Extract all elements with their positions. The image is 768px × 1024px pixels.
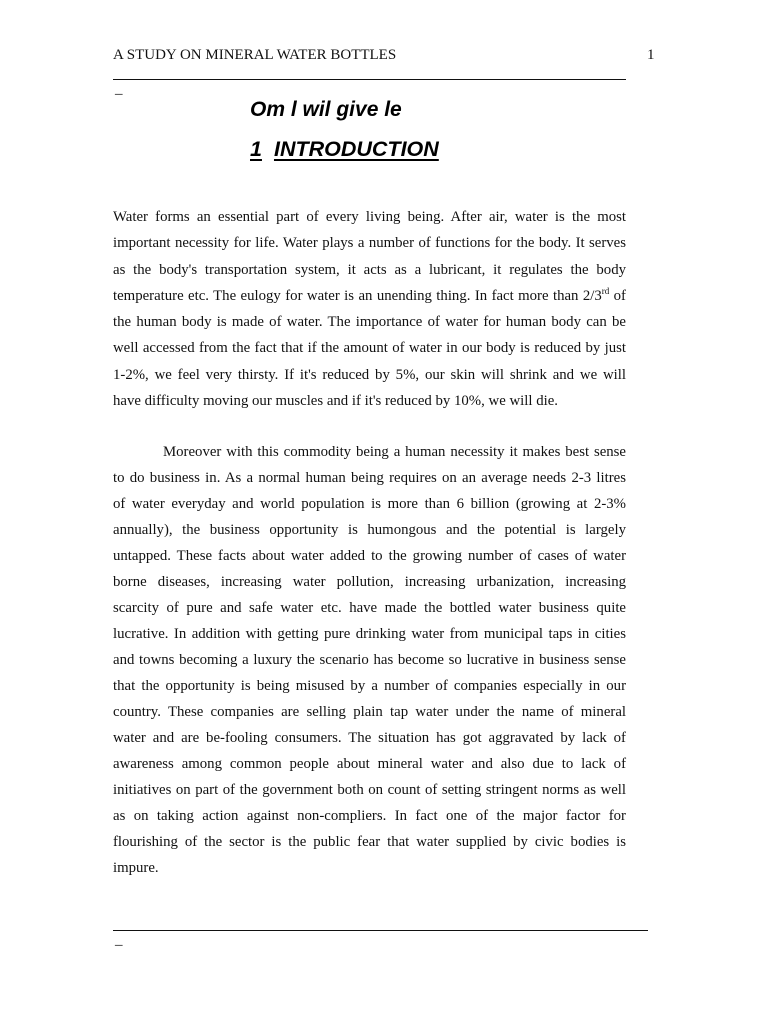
body-line: awareness among common people about mineral water and also due to lack of xyxy=(113,756,626,772)
chapter-heading xyxy=(250,137,439,161)
running-header-title: A STUDY ON MINERAL WATER BOTTLES xyxy=(113,47,397,63)
body-line: country. These companies are selling plain tap water under the name of mineral xyxy=(113,704,626,720)
body-line: borne diseases, increasing water pollution, increasing urbanization, increasing xyxy=(113,574,626,590)
body-line xyxy=(113,283,626,309)
footer-rule xyxy=(113,930,648,931)
body-line: well accessed from the fact that if the amount of water in our body is reduced by just xyxy=(113,340,626,357)
body-line: flourishing of the sector is the public fear that water supplied by civic bodies is xyxy=(113,834,626,850)
body-line: that the opportunity is being misused by a number of companies especially in our xyxy=(113,678,626,694)
body-line: important necessity for life. Water plays a number of functions for the body. It serves xyxy=(113,235,626,252)
body-line: have difficulty moving our muscles and if it's reduced by 10%, we will die. xyxy=(113,393,558,410)
ordinal-superscript: rd xyxy=(601,285,610,296)
body-line-text: temperature etc. The eulogy for water is an unending thing. In fact more than 2/3 xyxy=(113,287,602,304)
body-paragraph-1 xyxy=(113,204,626,414)
page-number: 1 xyxy=(647,47,655,63)
footer-marker: _ xyxy=(115,932,123,948)
chapter-number: 1 xyxy=(250,137,262,161)
body-line: impure. xyxy=(113,860,159,876)
body-line: of water everyday and world population is more than 6 billion (growing at 2-3% xyxy=(113,496,626,512)
body-line: lucrative. In addition with getting pure drinking water from municipal taps in cities xyxy=(113,626,626,642)
header-marker: _ xyxy=(115,81,123,97)
body-paragraph-2 xyxy=(113,439,626,881)
body-line: and towns becoming a luxury the scenario has become so lucrative in business sense xyxy=(113,652,626,668)
body-line: annually), the business opportunity is humongous and the potential is largely xyxy=(113,522,626,538)
body-line: Water forms an essential part of every living being. After air, water is the most xyxy=(113,209,626,225)
body-line: to do business in. As a normal human being requires on an average needs 2-3 litres xyxy=(113,470,626,486)
body-line: the human body is made of water. The importance of water for human body can be xyxy=(113,314,626,331)
body-line: as the body's transportation system, it acts as a lubricant, it regulates the body xyxy=(113,261,626,278)
body-line: untapped. These facts about water added to the growing number of cases of water xyxy=(113,548,626,564)
body-line-text: of xyxy=(609,287,626,304)
body-line: initiatives on part of the government both on count of setting stringent norms as well xyxy=(113,782,626,798)
page-subtitle: Om l wil give le xyxy=(250,98,402,121)
body-line: 1-2%, we feel very thirsty. If it's reduced by 5%, our skin will shrink and we will xyxy=(113,366,626,383)
header-rule xyxy=(113,79,626,80)
body-line: scarcity of pure and safe water etc. have made the bottled water business quite xyxy=(113,600,626,616)
chapter-title: INTRODUCTION xyxy=(273,137,439,161)
body-line: water and are be-fooling consumers. The situation has got aggravated by lack of xyxy=(113,730,626,746)
body-line: as on taking action against non-compliers. In fact one of the major factor for xyxy=(113,808,626,824)
body-line: Moreover with this commodity being a human necessity it makes best sense xyxy=(163,444,626,460)
